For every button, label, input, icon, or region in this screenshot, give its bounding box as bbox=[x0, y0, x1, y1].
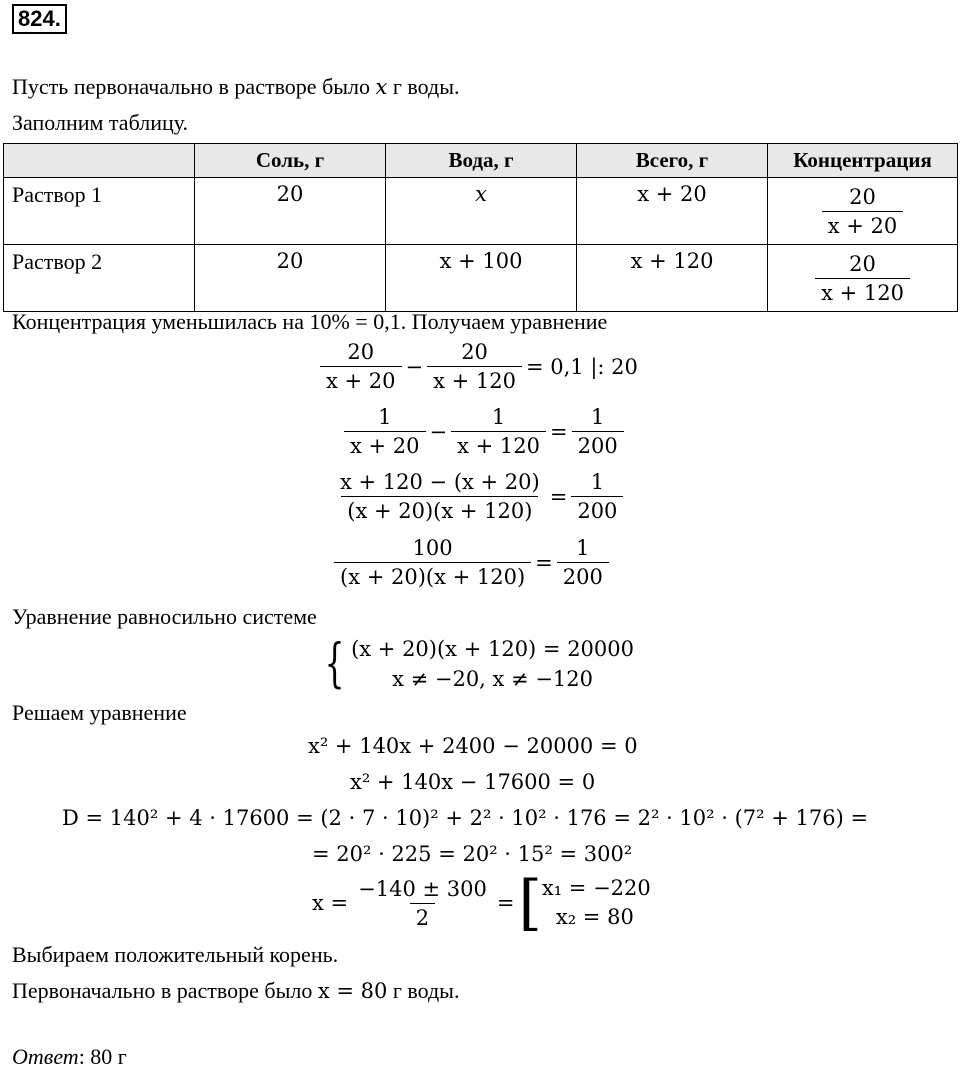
denominator: x + 120 bbox=[427, 366, 522, 395]
intro-line-1 bbox=[12, 74, 459, 100]
equals-sign: = bbox=[550, 419, 568, 444]
roots-formula bbox=[308, 868, 651, 938]
equation-4 bbox=[334, 534, 609, 591]
conc-numerator: 20 bbox=[849, 184, 876, 209]
cell-total: x + 120 bbox=[577, 245, 768, 312]
cell-concentration bbox=[768, 245, 958, 312]
text-system: Уравнение равносильно системе bbox=[12, 604, 317, 629]
system-line-2: x ≠ −20, x ≠ −120 bbox=[392, 667, 594, 691]
quadratic-2: x² + 140x − 17600 = 0 bbox=[350, 770, 596, 794]
denominator: 2 bbox=[410, 903, 435, 932]
numerator: −140 ± 300 bbox=[358, 876, 487, 901]
denominator: (x + 20)(x + 120) bbox=[341, 496, 538, 525]
text-choose-root: Выбираем положительный корень. bbox=[12, 942, 339, 967]
discriminant-2: = 20² · 225 = 20² · 15² = 300² bbox=[312, 842, 633, 866]
equation-3 bbox=[334, 468, 623, 525]
system-line-1: (x + 20)(x + 120) = 20000 bbox=[351, 637, 634, 661]
text-solve: Решаем уравнение bbox=[12, 700, 187, 725]
root-2: x₂ = 80 bbox=[555, 905, 634, 929]
data-table bbox=[3, 143, 958, 312]
cell-concentration bbox=[768, 178, 958, 245]
final-text-end: г воды. bbox=[387, 978, 460, 1003]
minus-sign: − bbox=[405, 354, 424, 379]
roots-lhs: x = bbox=[312, 891, 349, 915]
denominator: 200 bbox=[571, 496, 623, 525]
bracket-symbol: [ bbox=[518, 868, 542, 938]
answer-line bbox=[12, 1044, 127, 1070]
text-concentration: Концентрация уменьшилась на 10% = 0,1. Получаем уравнение bbox=[12, 309, 608, 334]
conc-denominator: x + 20 bbox=[822, 211, 904, 240]
system-of-equations bbox=[318, 634, 634, 694]
problem-number: 824. bbox=[12, 4, 67, 34]
denominator: x + 20 bbox=[320, 366, 402, 395]
table-header: Концентрация bbox=[768, 144, 958, 178]
numerator: 1 bbox=[590, 470, 605, 494]
answer-label: Ответ bbox=[12, 1044, 79, 1069]
equation-rhs: = 0,1 |: 20 bbox=[526, 354, 638, 379]
cell-salt: 20 bbox=[195, 245, 386, 312]
table-header-row bbox=[4, 144, 958, 178]
conc-numerator: 20 bbox=[849, 251, 876, 276]
denominator: 200 bbox=[557, 562, 609, 591]
numerator: 1 bbox=[590, 405, 605, 429]
brace-symbol: { bbox=[324, 634, 345, 694]
table-header bbox=[4, 144, 195, 178]
equation-2 bbox=[344, 403, 624, 460]
denominator: x + 20 bbox=[344, 431, 426, 460]
denominator: x + 120 bbox=[451, 431, 546, 460]
intro-text: Пусть первоначально в растворе было bbox=[12, 74, 376, 99]
cell-water: x bbox=[386, 178, 577, 245]
final-statement bbox=[12, 978, 459, 1004]
equals-sign: = bbox=[496, 891, 515, 915]
table-header: Вода, г bbox=[386, 144, 577, 178]
answer-value: : 80 г bbox=[78, 1044, 127, 1069]
denominator: (x + 20)(x + 120) bbox=[334, 562, 531, 591]
conc-denominator: x + 120 bbox=[815, 278, 910, 307]
numerator: 100 bbox=[412, 536, 453, 560]
table-header: Всего, г bbox=[577, 144, 768, 178]
cell-total: x + 20 bbox=[577, 178, 768, 245]
row-label: Раствор 1 bbox=[4, 178, 195, 245]
numerator: 1 bbox=[491, 405, 506, 429]
cell-salt: 20 bbox=[195, 178, 386, 245]
equals-sign: = bbox=[535, 550, 553, 575]
numerator: 1 bbox=[378, 405, 392, 429]
numerator: 20 bbox=[461, 340, 488, 364]
row-label: Раствор 2 bbox=[4, 245, 195, 312]
table-row bbox=[4, 245, 958, 312]
numerator: 1 bbox=[576, 536, 590, 560]
denominator: 200 bbox=[572, 431, 624, 460]
final-math: x = 80 bbox=[317, 979, 388, 1003]
intro-var: x bbox=[375, 75, 388, 99]
table-header: Соль, г bbox=[195, 144, 386, 178]
final-text: Первоначально в растворе было bbox=[12, 978, 318, 1003]
root-1: x₁ = −220 bbox=[541, 876, 651, 900]
equals-sign: = bbox=[549, 484, 568, 509]
minus-sign: − bbox=[429, 419, 448, 444]
quadratic-1: x² + 140x + 2400 − 20000 = 0 bbox=[308, 734, 638, 758]
equation-1 bbox=[320, 338, 642, 395]
numerator: x + 120 − (x + 20) bbox=[340, 470, 540, 494]
discriminant-1: D = 140² + 4 · 17600 = (2 · 7 · 10)² + 2² · 10² · 176 = 2² · 10² · (7² + 176) = bbox=[62, 806, 869, 830]
cell-water: x + 100 bbox=[386, 245, 577, 312]
intro-text-end: г воды. bbox=[387, 74, 460, 99]
intro-line-2: Заполним таблицу. bbox=[12, 110, 189, 135]
numerator: 20 bbox=[347, 340, 375, 364]
table-row bbox=[4, 178, 958, 245]
